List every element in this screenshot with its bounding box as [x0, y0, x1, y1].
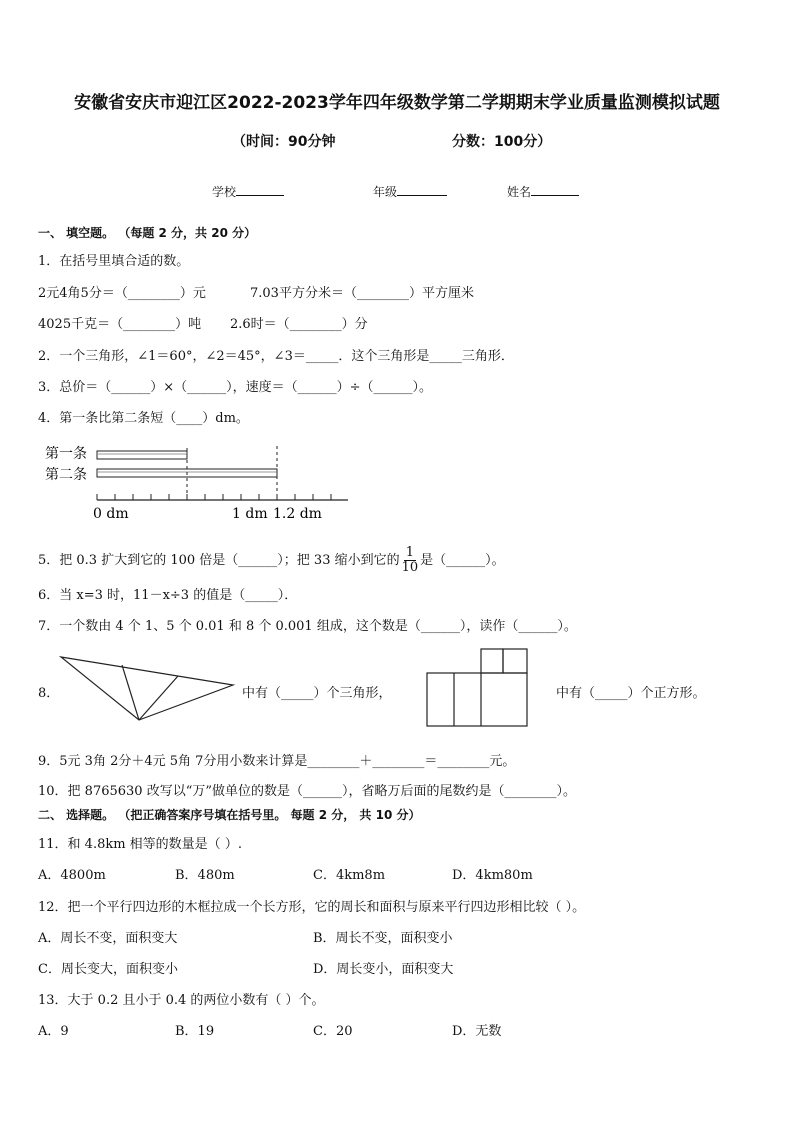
q5-before: 5．把 0.3 扩大到它的 100 倍是（______）；把 33 缩小到它的 — [38, 553, 400, 568]
q5-after: 是（______）。 — [420, 553, 505, 568]
q4-bar-first — [97, 451, 187, 459]
q8-triangle-text: 中有（_____）个三角形， — [242, 686, 392, 701]
grade-field — [373, 183, 447, 200]
q12-option-c[interactable]: C．周长变大，面积变小 — [38, 962, 178, 977]
q12-text: 12．把一个平行四边形的木框拉成一个长方形，它的周长和面积与原来平行四边形相比较（ ）。 — [38, 900, 586, 915]
q4-text: 4．第一条比第二条短（____）dm。 — [38, 411, 249, 426]
q13-option-c[interactable]: C．20 — [313, 1024, 353, 1039]
section1-heading: 一、 填空题。 （每题 2 分，共 20 分） — [38, 226, 257, 240]
q10-text: 10．把 8765630 改写以“万”做单位的数是（______），省略万后面的尾数约是（________）。 — [38, 784, 576, 799]
exam-time: （时间：90分钟 — [232, 134, 336, 150]
q8-base-rect — [427, 673, 527, 726]
q6-text: 6．当 x=3 时，11－x÷3 的值是（_____）． — [38, 588, 298, 603]
q13-option-a[interactable]: A．9 — [38, 1024, 69, 1039]
q11-text: 11．和 4.8km 相等的数量是（ ）. — [38, 837, 242, 852]
q12-option-b[interactable]: B．周长不变，面积变小 — [313, 931, 453, 946]
q8-number: 8． — [38, 686, 60, 701]
q1-line2b: 2.6时＝（________）分 — [230, 317, 368, 332]
q5-fraction — [402, 546, 419, 575]
q5-frac-num: 1 — [405, 545, 415, 560]
q11-option-c[interactable]: C．4km8m — [313, 868, 386, 883]
q9-text: 9．5元 3角 2分＋4元 5角 7分用小数来计算是________＋________＝________元。 — [38, 754, 516, 769]
q11-option-b[interactable]: B．480m — [175, 868, 235, 883]
q11-option-a[interactable]: A．4800m — [38, 868, 106, 883]
q11-option-d[interactable]: D．4km80m — [452, 868, 533, 883]
school-blank[interactable] — [236, 183, 284, 196]
q5-line — [38, 546, 505, 575]
q4-tick-0: 0 dm — [93, 506, 129, 522]
q5-frac-den: 10 — [401, 560, 419, 575]
q1-stem: 1．在括号里填合适的数。 — [38, 254, 190, 269]
grade-blank[interactable] — [397, 183, 447, 196]
q7-text: 7．一个数由 4 个 1、5 个 0.01 和 8 个 0.001 组成，这个数是（______），读作（______）。 — [38, 619, 577, 634]
exam-score: 分数：100分） — [452, 134, 552, 150]
q3-text: 3．总价＝（______）×（______），速度＝（______）÷（______）。 — [38, 380, 433, 395]
q4-ruler-figure — [40, 438, 360, 526]
q4-label-second: 第二条 — [45, 467, 87, 483]
q4-tick-2: 1.2 dm — [273, 506, 322, 522]
school-field — [212, 183, 284, 200]
name-blank[interactable] — [531, 183, 579, 196]
q13-option-d[interactable]: D．无数 — [452, 1024, 502, 1039]
q12-option-a[interactable]: A．周长不变，面积变大 — [38, 931, 178, 946]
q8-inner-line-2 — [139, 676, 178, 720]
q2-text: 2．一个三角形，∠1＝60°，∠2＝45°，∠3＝_____．这个三角形是_____三角形． — [38, 349, 514, 364]
q1-line1b: 7.03平方分米＝（________）平方厘米 — [250, 286, 474, 301]
q4-tick-1: 1 dm — [232, 506, 268, 522]
q13-text: 13．大于 0.2 且小于 0.4 的两位小数有（ ）个。 — [38, 993, 325, 1008]
q8-square-text: 中有（_____）个正方形。 — [556, 686, 706, 701]
q12-option-d[interactable]: D．周长变小，面积变大 — [313, 962, 454, 977]
name-label: 姓名 — [507, 185, 532, 199]
q8-top-square-1 — [481, 649, 503, 673]
q8-top-square-2 — [503, 649, 527, 673]
q4-ruler-ticks — [97, 494, 331, 500]
q4-label-first: 第一条 — [45, 446, 87, 462]
name-field — [507, 183, 579, 200]
grade-label: 年级 — [373, 185, 398, 199]
section2-heading: 二、 选择题。 （把正确答案序号填在括号里。 每题 2 分， 共 10 分） — [38, 808, 421, 822]
q8-inner-line-1 — [122, 665, 139, 720]
school-label: 学校 — [212, 185, 237, 199]
q1-line2a: 4025千克＝（________）吨 — [38, 317, 202, 332]
page-title: 安徽省安庆市迎江区2022-2023学年四年级数学第二学期期末学业质量监测模拟试题 — [74, 93, 720, 113]
q8-triangle-figure — [55, 652, 240, 724]
q13-option-b[interactable]: B．19 — [175, 1024, 215, 1039]
q1-line1a: 2元4角5分＝（________）元 — [38, 286, 206, 301]
q8-square-figure — [425, 648, 531, 728]
